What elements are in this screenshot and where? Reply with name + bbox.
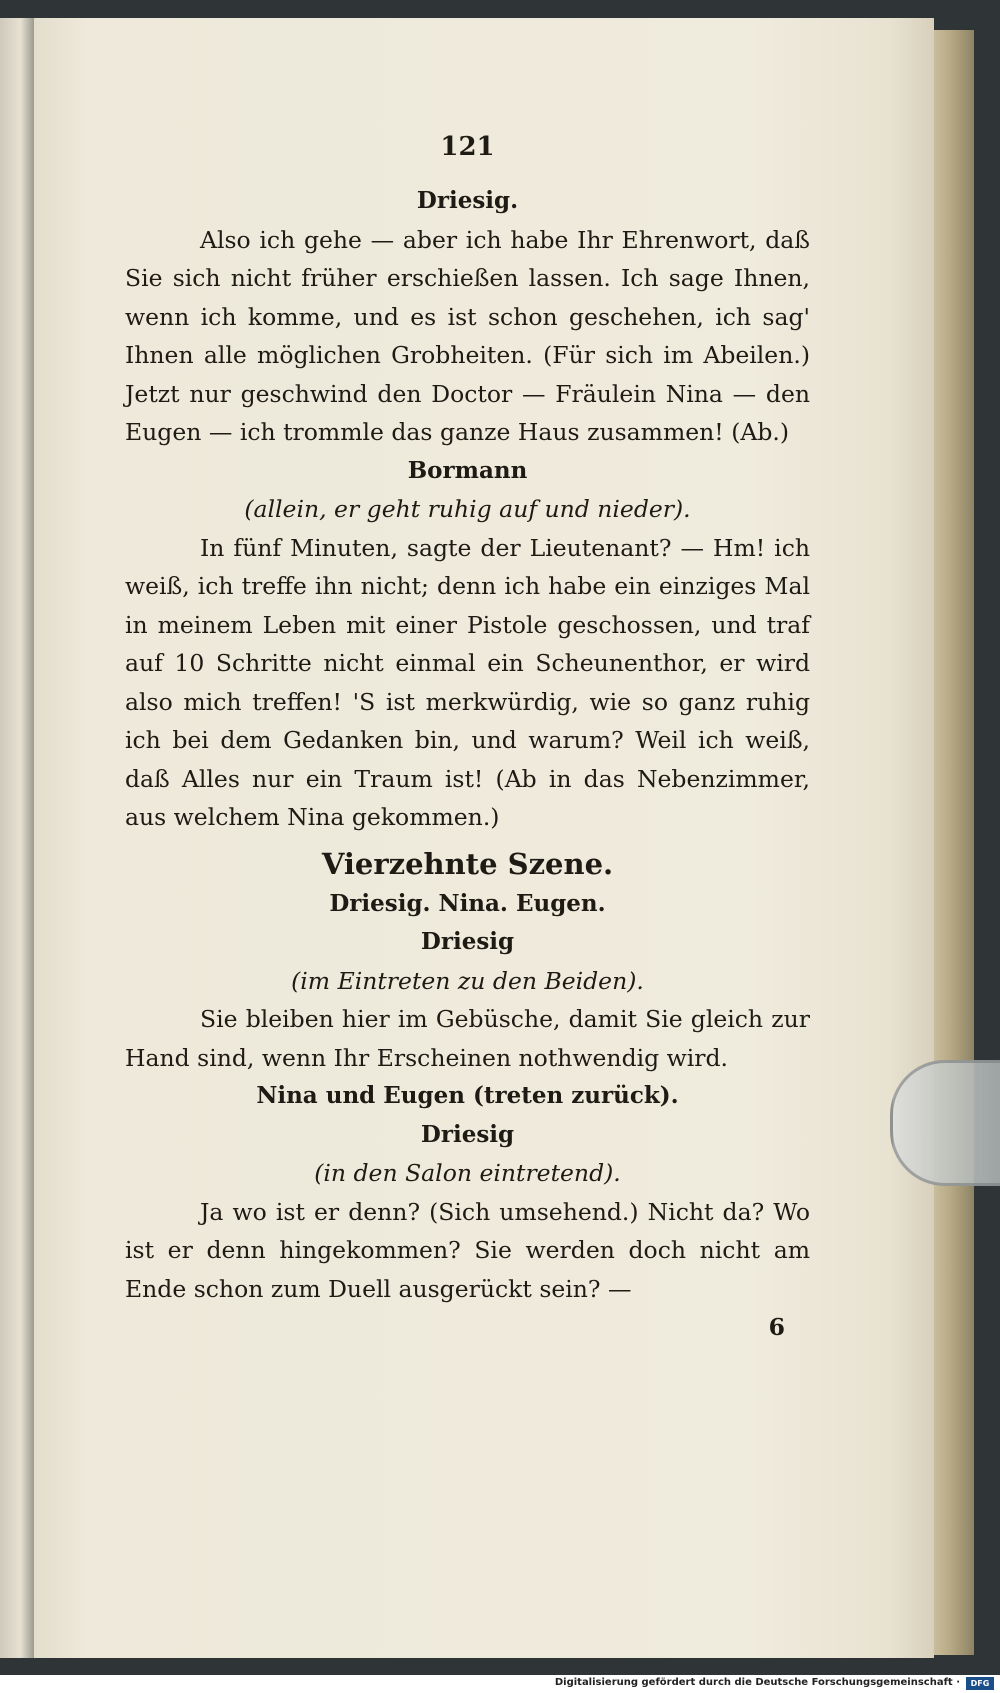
- paragraph: Also ich gehe — aber ich habe Ihr Ehrenwort, daß Sie sich nicht früher erschießen lassen. Ich sage Ihnen, wenn ich komme, und es ist schon geschehen, ich sag' Ihnen alle möglichen Grobheiten. (Für sich im Abeilen.) Jetzt nur geschwind den Doctor — Fräulein Nina — den Eugen — ich trommle das ganze Haus zusammen! (Ab.): [125, 225, 810, 446]
- speaker-name: Driesig: [420, 928, 515, 955]
- footer-credit: Digitalisierung gefördert durch die Deutsche Forschungsgemeinschaft ·: [554, 1677, 960, 1688]
- page-number: 121: [440, 132, 495, 162]
- text-blocks: [125, 130, 810, 1347]
- stage-direction: (allein, er geht ruhig auf und nieder).: [244, 495, 691, 523]
- facing-page-edge: [0, 18, 34, 1658]
- paragraph: Ja wo ist er denn? (Sich umsehend.) Nicht da? Wo ist er denn hingekommen? Sie werden doch nicht am Ende schon zum Duell ausgerückt sein? —: [125, 1197, 810, 1303]
- dfg-logo: DFG: [966, 1677, 994, 1690]
- speaker-name: Nina und Eugen (treten zurück).: [256, 1082, 679, 1109]
- paragraph: In fünf Minuten, sagte der Lieutenant? — Hm! ich weiß, ich treffe ihn nicht; denn ich habe ein einziges Mal in meinem Leben mit einer Pistole geschossen, und traf auf 10 Schritte nicht einmal ein Scheunenthor, er wird also mich treffen! 'S ist merkwürdig, wie so ganz ruhig ich bei dem Gedanken bin, und warum? Weil ich weiß, daß Alles nur ein Traum ist! (Ab in das Nebenzimmer, aus welchem Nina gekommen.): [125, 533, 810, 831]
- scene-title: Vierzehnte Szene.: [321, 846, 614, 881]
- stage-direction: (im Eintreten zu den Beiden).: [291, 966, 644, 995]
- speaker-name: Bormann: [407, 456, 528, 484]
- page-text: [125, 130, 810, 1347]
- printer-signature: 6: [768, 1313, 785, 1341]
- scene-persons: Driesig. Nina. Eugen.: [329, 889, 606, 917]
- page-edges: [934, 30, 974, 1655]
- speaker-name: Driesig: [420, 1120, 515, 1148]
- speaker-name: Driesig.: [416, 187, 519, 214]
- page-clip: [890, 1060, 1000, 1186]
- stage-direction: (in den Salon eintretend).: [314, 1159, 621, 1187]
- paragraph: Sie bleiben hier im Gebüsche, damit Sie gleich zur Hand sind, wenn Ihr Erscheinen nothwendig wird.: [125, 1005, 810, 1072]
